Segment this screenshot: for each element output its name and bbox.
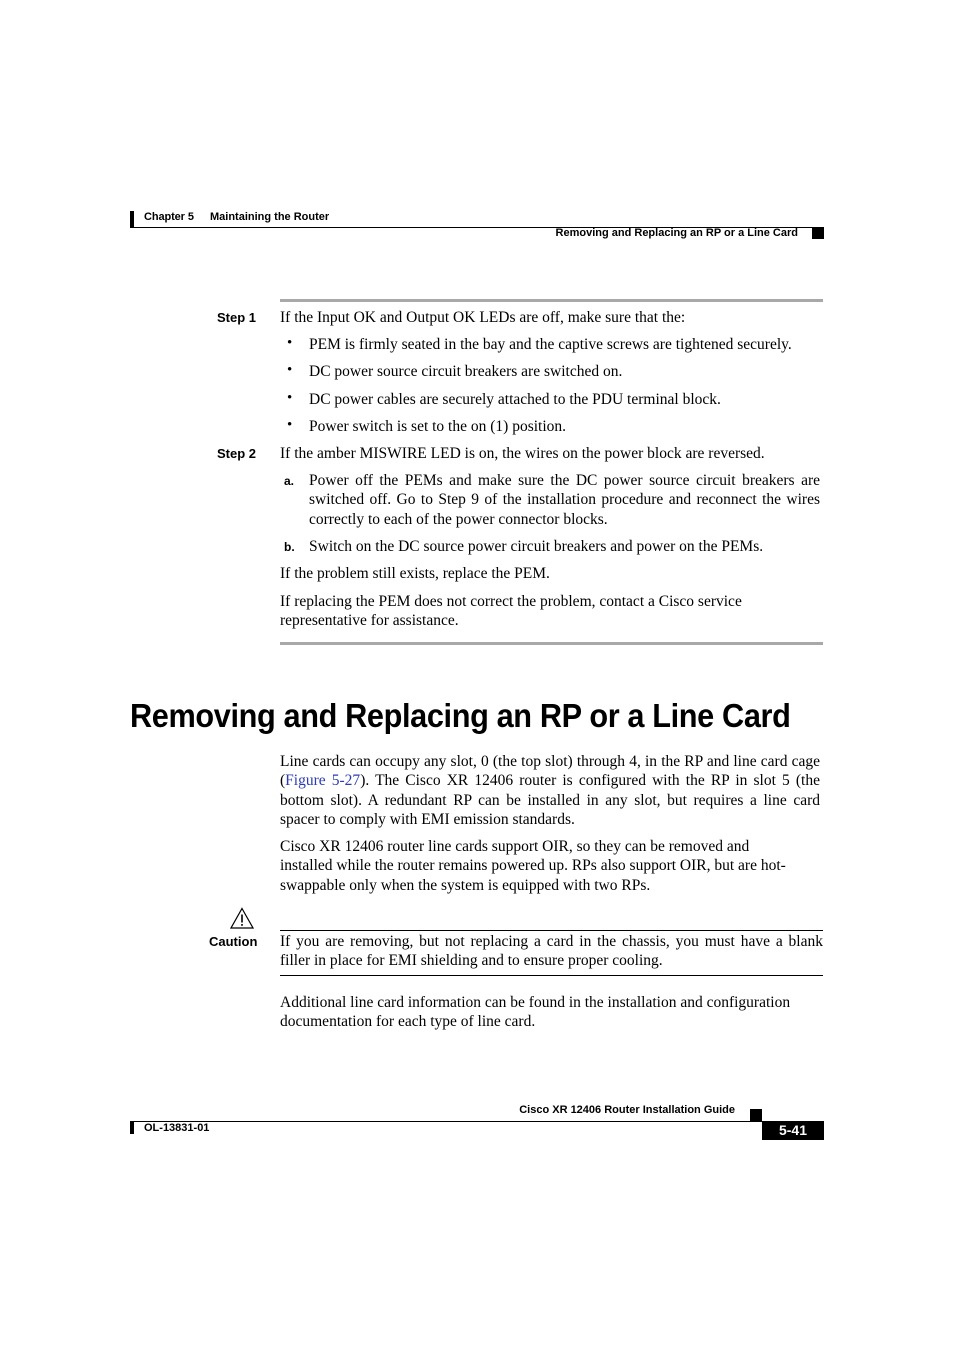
- step-1-text: If the Input OK and Output OK LEDs are off, make sure that the:: [280, 309, 686, 326]
- step-1-bullet-4: Power switch is set to the on (1) position.: [309, 418, 567, 435]
- paragraph-1-text-end: ). The Cisco XR 12406 router is configured with the RP in slot 5 (the bottom slot). A redundant RP can be installed in any slot, but requires a line card spacer to comply with EMI emission standards.: [280, 772, 820, 829]
- section-title: Removing and Replacing an RP or a Line Card: [130, 697, 791, 734]
- step-1-bullet-1: PEM is firmly seated in the bay and the captive screws are tightened securely.: [309, 336, 792, 353]
- step-1-bullet-2: DC power source circuit breakers are switched on.: [309, 363, 623, 380]
- bullet-icon: •: [287, 335, 293, 351]
- footer-guide-title: Cisco XR 12406 Router Installation Guide: [519, 1104, 735, 1116]
- section-paragraph-2: Cisco XR 12406 router line cards support OIR, so they can be removed and installed while the router remains powered up. RPs also support OIR, but are hot-swappable only when the system is equipped with two RPs.: [280, 838, 786, 894]
- footer-page-number: 5-41: [762, 1121, 824, 1140]
- section-paragraph-1: [280, 752, 820, 830]
- footer-bar: [130, 1121, 134, 1134]
- header-chapter-title: Maintaining the Router: [210, 211, 330, 223]
- figure-link[interactable]: Figure 5-27: [285, 772, 361, 790]
- footer-doc-number: OL-13831-01: [144, 1122, 210, 1134]
- caution-top-rule: [280, 930, 823, 931]
- header-chapter: Chapter 5: [144, 211, 194, 223]
- footer-rule: [134, 1121, 762, 1122]
- procedure-bottom-rule: [280, 642, 823, 645]
- bullet-icon: •: [287, 362, 293, 378]
- substep-b-text: Switch on the DC source power circuit breakers and power on the PEMs.: [309, 538, 764, 555]
- header-bar: [130, 211, 134, 228]
- step-2-label: Step 2: [217, 446, 257, 461]
- caution-bottom-rule: [280, 975, 823, 976]
- section-paragraph-3: Additional line card information can be found in the installation and configuration documentation for each type of line card.: [280, 994, 791, 1031]
- step-1-bullet-3: DC power cables are securely attached to the PDU terminal block.: [309, 391, 721, 408]
- header-section-title: Removing and Replacing an RP or a Line Card: [555, 227, 798, 239]
- bullet-icon: •: [287, 417, 293, 433]
- substep-a-label: a.: [284, 474, 295, 488]
- substep-a-text: Power off the PEMs and make sure the DC power source circuit breakers are switched off. Go to Step 9 of the installation procedure and reconnect the wires correctly to each of the power connector blocks.: [309, 472, 820, 528]
- step-2-note-2: If replacing the PEM does not correct the problem, contact a Cisco service representative for assistance.: [280, 593, 742, 630]
- procedure-top-rule: [280, 299, 823, 302]
- substep-b-label: b.: [284, 540, 295, 554]
- step-1-label: Step 1: [217, 310, 257, 325]
- step-2-note-1: If the problem still exists, replace the PEM.: [280, 565, 550, 582]
- step-2-text: If the amber MISWIRE LED is on, the wires on the power block are reversed.: [280, 445, 765, 462]
- caution-label: Caution: [209, 934, 258, 949]
- header-square: [812, 228, 824, 239]
- caution-text: If you are removing, but not replacing a card in the chassis, you must have a blank filler in place for EMI shielding and to ensure proper cooling.: [280, 933, 823, 970]
- bullet-icon: •: [287, 390, 293, 406]
- paragraph-1-text-start: Line cards can occupy any slot, 0 (the top slot) through 4, in the RP and line card cage (: [280, 753, 820, 790]
- caution-icon: [230, 907, 254, 929]
- footer-square: [750, 1109, 762, 1121]
